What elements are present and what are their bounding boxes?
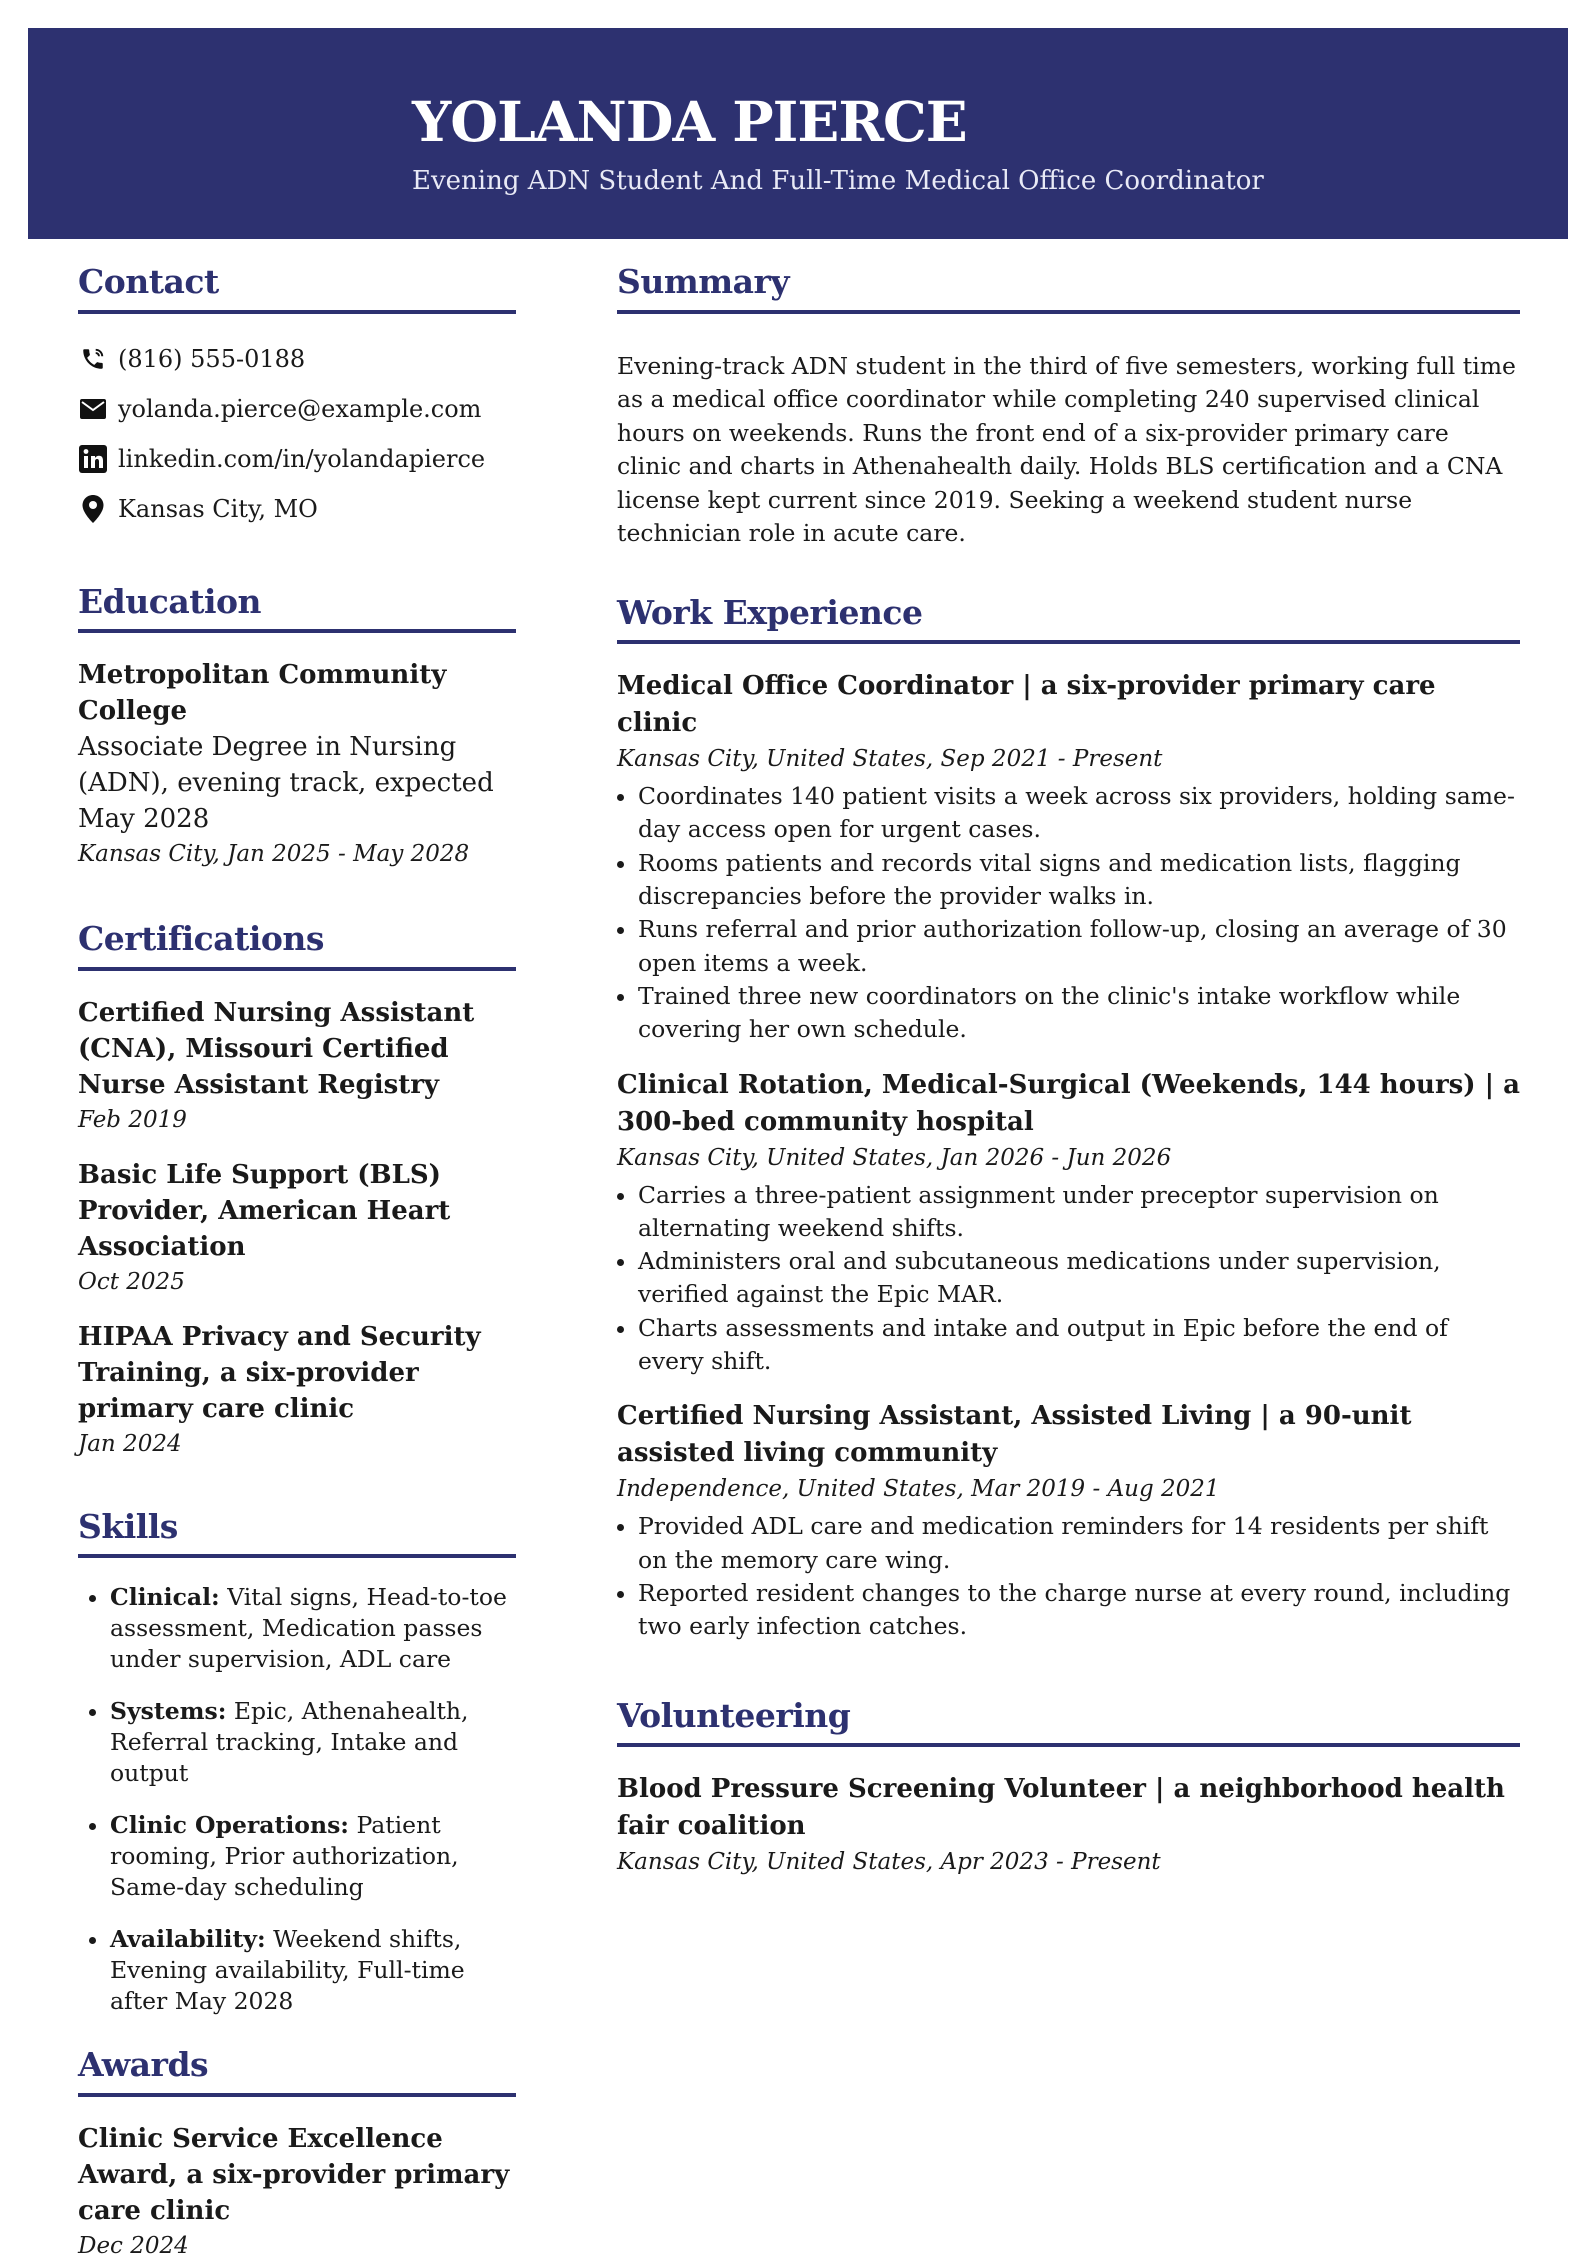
contact-list <box>78 334 516 534</box>
certifications-section <box>78 919 516 1461</box>
section-title-certifications: Certifications <box>78 919 516 971</box>
job-bullet: • Rooms patients and records vital signs and medication lists, flagging discrepancies before the provider walks in. <box>638 847 1520 914</box>
section-title-summary: Summary <box>617 262 1520 314</box>
job-meta: Kansas City, United States, Sep 2021 - Present <box>617 746 1163 773</box>
skill-group-text: Patient rooming, Prior authorization, Same-day scheduling <box>110 1811 459 1902</box>
summary-section <box>617 262 1520 551</box>
skill-group <box>110 1582 516 1675</box>
job-bullet: • Coordinates 140 patient visits a week across six providers, holding same-day access open for urgent cases. <box>638 780 1520 847</box>
job-title: Medical Office Coordinator | a six-provider primary care clinic <box>617 671 1436 739</box>
skill-group-label: Systems: <box>110 1697 227 1726</box>
linkedin-text[interactable]: linkedin.com/in/yolandapierce <box>118 444 486 473</box>
experience-section <box>617 593 1520 1644</box>
degree-text: Associate Degree in Nursing (ADN), evening track, expected May 2028 <box>78 732 494 835</box>
certification-item <box>78 1157 516 1299</box>
job-meta: Kansas City, United States, Jan 2026 - Jun 2026 <box>617 1144 1172 1171</box>
job-meta: Independence, United States, Mar 2019 - Aug 2021 <box>617 1476 1220 1503</box>
section-title-contact: Contact <box>78 262 516 314</box>
skill-group-label: Clinical: <box>110 1583 220 1612</box>
skill-group-text: Epic, Athenahealth, Referral tracking, Intake and output <box>110 1697 469 1788</box>
volunteer-entry <box>617 1771 1520 1879</box>
job-title: Clinical Rotation, Medical-Surgical (Weekends, 144 hours) | a 300-bed community hospital <box>617 1069 1521 1137</box>
certification-date: Jan 2024 <box>78 1430 182 1457</box>
certification-name: Basic Life Support (BLS) Provider, American Heart Association <box>78 1159 451 1262</box>
skill-group-label: Availability: <box>110 1925 266 1954</box>
certification-name: Certified Nursing Assistant (CNA), Missouri Certified Nurse Assistant Registry <box>78 997 475 1100</box>
resume-header <box>28 28 1568 239</box>
right-column <box>617 262 1520 1879</box>
job-entry <box>617 1398 1520 1643</box>
job-bullet: • Reported resident changes to the charge nurse at every round, including two early infection catches. <box>638 1577 1520 1644</box>
section-title-education: Education <box>78 582 516 634</box>
left-column <box>78 262 516 2263</box>
volunteering-section <box>617 1696 1520 1880</box>
section-title-skills: Skills <box>78 1507 516 1559</box>
volunteer-title: Blood Pressure Screening Volunteer | a neighborhood health fair coalition <box>617 1774 1505 1842</box>
job-entry <box>617 668 1520 1046</box>
job-bullet: • Charts assessments and intake and output in Epic before the end of every shift. <box>638 1312 1520 1379</box>
contact-email <box>78 384 516 434</box>
location-text: Kansas City, MO <box>118 494 318 523</box>
skills-list <box>78 1582 516 2017</box>
certification-name: HIPAA Privacy and Security Training, a six-provider primary care clinic <box>78 1321 481 1424</box>
contact-section <box>78 262 516 534</box>
candidate-name: YOLANDA PIERCE <box>412 89 967 154</box>
phone-icon <box>78 344 108 374</box>
skill-group-label: Clinic Operations: <box>110 1811 349 1840</box>
awards-section <box>78 2045 516 2263</box>
education-meta: Kansas City, Jan 2025 - May 2028 <box>78 841 470 868</box>
skill-group <box>110 1810 516 1903</box>
award-date: Dec 2024 <box>78 2232 189 2259</box>
section-title-awards: Awards <box>78 2045 516 2097</box>
school-name: Metropolitan Community College <box>78 660 447 727</box>
job-bullet: • Trained three new coordinators on the clinic's intake workflow while covering her own schedule. <box>638 980 1520 1047</box>
job-bullet: • Provided ADL care and medication reminders for 14 residents per shift on the memory care wing. <box>638 1510 1520 1577</box>
job-title: Certified Nursing Assistant, Assisted Living | a 90-unit assisted living community <box>617 1401 1412 1469</box>
candidate-headline: Evening ADN Student And Full-Time Medical Office Coordinator <box>412 166 1264 196</box>
contact-linkedin <box>78 434 516 484</box>
education-entry <box>78 657 516 871</box>
job-bullet: • Runs referral and prior authorization follow-up, closing an average of 30 open items a week. <box>638 913 1520 980</box>
linkedin-icon <box>78 444 108 474</box>
skill-group-text: Weekend shifts, Evening availability, Full-time after May 2028 <box>110 1925 465 2016</box>
section-title-volunteering: Volunteering <box>617 1696 1520 1748</box>
certification-date: Oct 2025 <box>78 1268 185 1295</box>
skills-section <box>78 1507 516 2018</box>
certification-item <box>78 1319 516 1461</box>
skill-group-text: Vital signs, Head-to-toe assessment, Medication passes under supervision, ADL care <box>110 1583 507 1674</box>
volunteer-meta: Kansas City, United States, Apr 2023 - Present <box>617 1849 1161 1876</box>
job-bullet: • Carries a three-patient assignment under preceptor supervision on alternating weekend shifts. <box>638 1179 1520 1246</box>
job-bullets <box>617 780 1520 1046</box>
email-text[interactable]: yolanda.pierce@example.com <box>118 394 482 423</box>
location-pin-icon <box>78 494 108 524</box>
job-bullets <box>617 1179 1520 1379</box>
phone-text[interactable]: (816) 555-0188 <box>118 344 306 373</box>
award-item <box>78 2121 516 2263</box>
award-name: Clinic Service Excellence Award, a six-provider primary care clinic <box>78 2123 510 2226</box>
job-bullets <box>617 1510 1520 1643</box>
certification-item <box>78 995 516 1137</box>
skill-group <box>110 1696 516 1789</box>
contact-phone <box>78 334 516 384</box>
job-entry <box>617 1067 1520 1379</box>
section-title-experience: Work Experience <box>617 593 1520 645</box>
summary-text: Evening-track ADN student in the third of five semesters, working full time as a medical office coordinator while completing 240 supervised clinical hours on weekends. Runs the front end of a six-provider primary care clinic and charts in Athenahealth daily. Holds BLS certification and a CNA license kept current since 2019. Seeking a weekend student nurse technician role in acute care. <box>617 351 1516 548</box>
education-section <box>78 582 516 872</box>
contact-location <box>78 484 516 534</box>
skill-group <box>110 1924 516 2017</box>
job-bullet: • Administers oral and subcutaneous medications under supervision, verified against the Epic MAR. <box>638 1245 1520 1312</box>
mail-icon <box>78 394 108 424</box>
certification-date: Feb 2019 <box>78 1106 187 1133</box>
